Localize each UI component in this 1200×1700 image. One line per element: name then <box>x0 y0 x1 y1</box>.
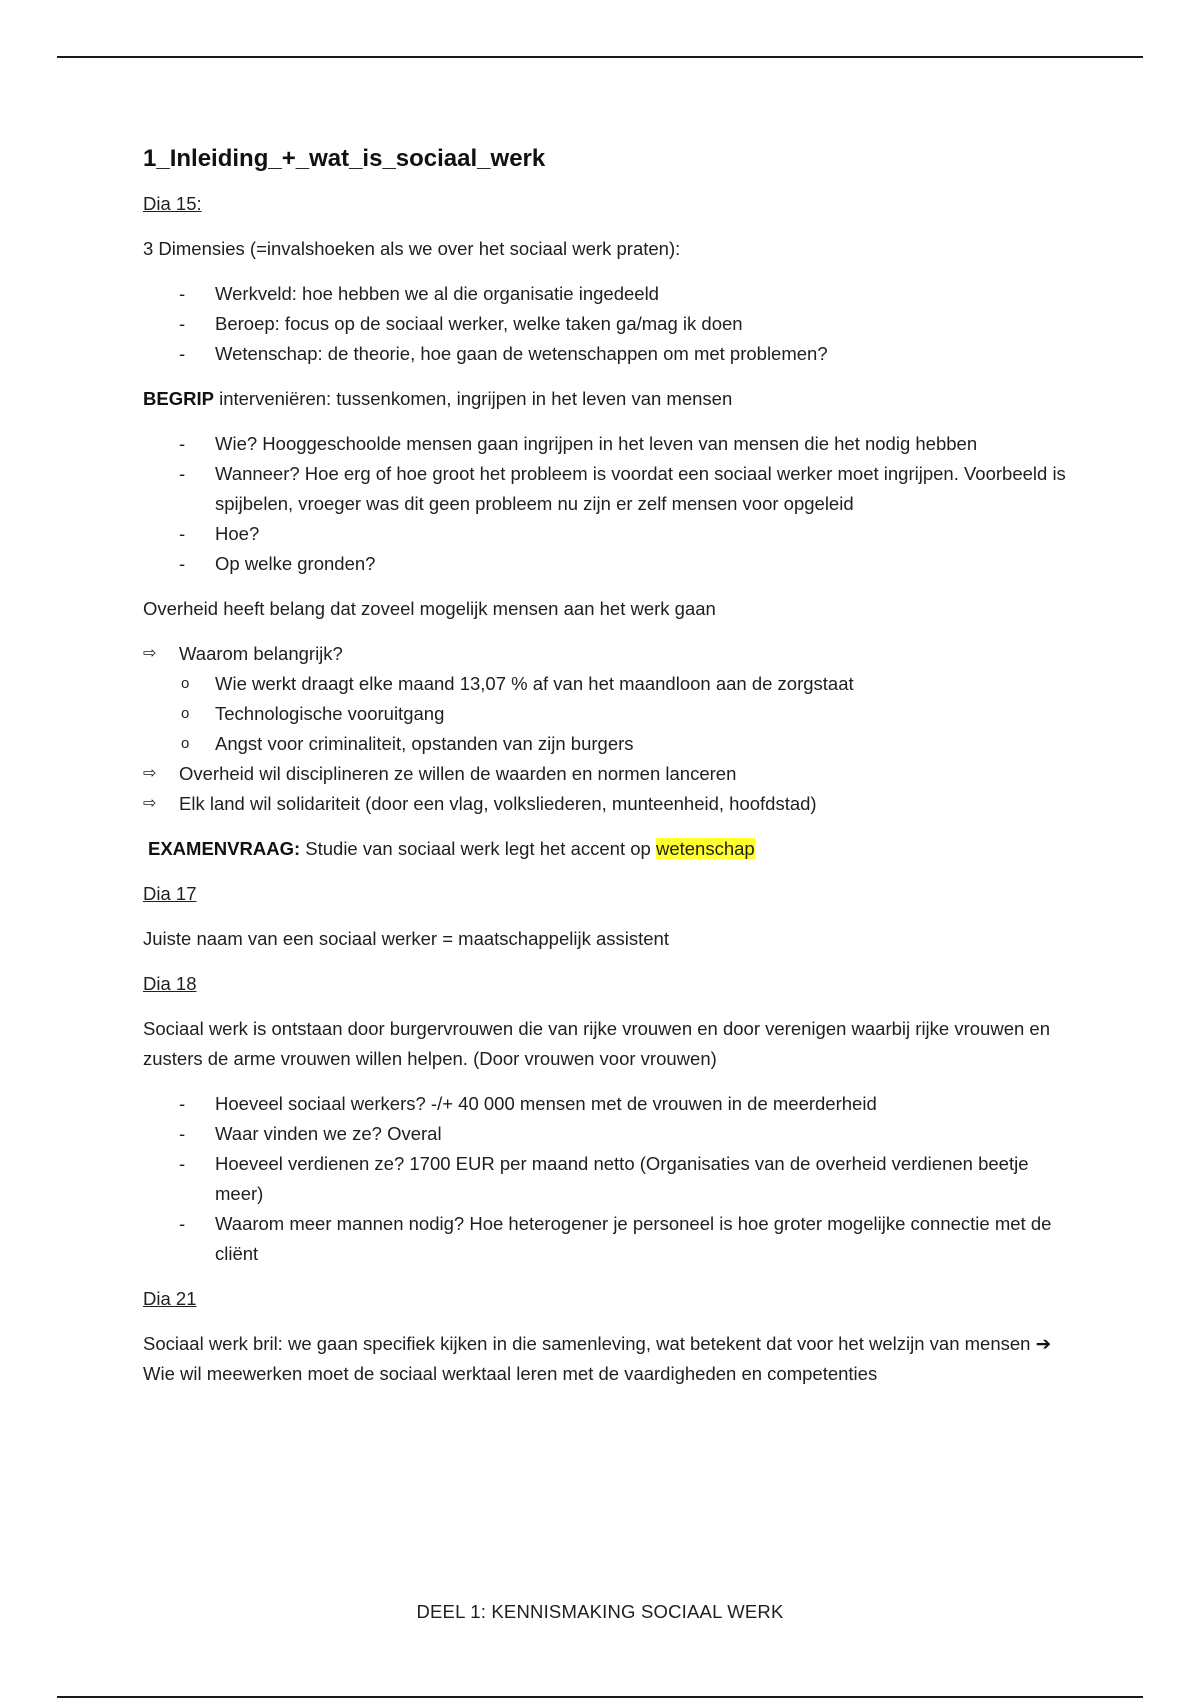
highlighted-term: wetenschap <box>655 838 755 859</box>
arrow-bullet-icon: ⇨ <box>143 795 157 812</box>
begrip-label: BEGRIP <box>143 388 214 409</box>
list-item: - Op welke gronden? <box>215 549 1078 579</box>
dash-bullet-icon: - <box>179 313 186 334</box>
list-item: - Wie? Hooggeschoolde mensen gaan ingrijpen in het leven van mensen die het nodig hebben <box>215 429 1078 459</box>
dash-bullet-icon: - <box>179 1123 186 1144</box>
page-footer: DEEL 1: KENNISMAKING SOCIAAL WERK <box>416 1601 784 1622</box>
list-item: - Wetenschap: de theorie, hoe gaan de wetenschappen om met problemen? <box>215 339 1078 369</box>
header-rule <box>57 56 1143 58</box>
examenvraag-paragraph: EXAMENVRAAG: Studie van sociaal werk legt het accent op wetenschap <box>148 838 755 859</box>
footer-rule <box>57 1696 1143 1698</box>
list-item: ⇨ Overheid wil disciplineren ze willen de waarden en normen lanceren <box>179 759 1078 789</box>
list-item: - Hoeveel verdienen ze? 1700 EUR per maand netto (Organisaties van de overheid verdienen beetje meer) <box>215 1149 1078 1209</box>
list-item: o Wie werkt draagt elke maand 13,07 % af van het maandloon aan de zorgstaat <box>215 669 1078 699</box>
dash-bullet-icon: - <box>179 523 186 544</box>
dash-bullet-icon: - <box>179 433 186 454</box>
list-item: o Technologische vooruitgang <box>215 699 1078 729</box>
questions-list <box>143 429 1078 579</box>
dia-15-heading: Dia 15: <box>143 193 202 214</box>
list-item: - Hoe? <box>215 519 1078 549</box>
right-arrow-icon: ➔ <box>1035 1333 1052 1354</box>
examenvraag-label: EXAMENVRAAG: <box>148 838 301 859</box>
arrow-bullet-icon: ⇨ <box>143 645 157 662</box>
list-item: - Waarom meer mannen nodig? Hoe heterogener je personeel is hoe groter mogelijke connectie met de cliënt <box>215 1209 1078 1269</box>
list-item: - Wanneer? Hoe erg of hoe groot het probleem is voordat een sociaal werker moet ingrijpen. Voorbeeld is spijbelen, vroeger was dit geen probleem nu zijn er zelf mensen voor opgeleid <box>215 459 1078 519</box>
dia-21-text: Sociaal werk bril: we gaan specifiek kijken in die samenleving, wat betekent dat voor het welzijn van mensen ➔ Wie wil meewerken moet de sociaal werktaal leren met de vaardigheden en competenties <box>143 1333 1052 1384</box>
circle-bullet-icon: o <box>181 735 190 752</box>
list-item: - Werkveld: hoe hebben we al die organisatie ingedeeld <box>215 279 1078 309</box>
list-item: o Angst voor criminaliteit, opstanden van zijn burgers <box>215 729 1078 759</box>
dash-bullet-icon: - <box>179 553 186 574</box>
dash-bullet-icon: - <box>179 1213 186 1234</box>
dia-18-heading: Dia 18 <box>143 973 197 994</box>
begrip-paragraph: BEGRIP interveniëren: tussenkomen, ingrijpen in het leven van mensen <box>143 388 733 409</box>
overheid-paragraph: Overheid heeft belang dat zoveel mogelijk mensen aan het werk gaan <box>143 598 716 619</box>
arrow-list <box>143 639 1078 819</box>
dash-bullet-icon: - <box>179 463 186 484</box>
list-item: ⇨ Waarom belangrijk? o Wie werkt draagt elke maand 13,07 % af van het maandloon aan de zorgstaat o Technologische vooruitgang o Angst voor criminaliteit, opstanden van zijn burgers <box>179 639 1078 759</box>
dash-bullet-icon: - <box>179 1153 186 1174</box>
dia-18-list <box>143 1089 1078 1269</box>
arrow-bullet-icon: ⇨ <box>143 765 157 782</box>
list-item: - Beroep: focus op de sociaal werker, welke taken ga/mag ik doen <box>215 309 1078 339</box>
document-body <box>143 143 1078 1404</box>
document-title: 1_Inleiding_+_wat_is_sociaal_werk <box>143 145 546 172</box>
dimensions-intro: 3 Dimensies (=invalshoeken als we over het sociaal werk praten): <box>143 238 681 259</box>
dash-bullet-icon: - <box>179 283 186 304</box>
dia-18-text: Sociaal werk is ontstaan door burgervrouwen die van rijke vrouwen en door verenigen waarbij rijke vrouwen en zusters de arme vrouwen willen helpen. (Door vrouwen voor vrouwen) <box>143 1018 1050 1069</box>
dash-bullet-icon: - <box>179 1093 186 1114</box>
circle-bullet-icon: o <box>181 705 190 722</box>
dimensions-list <box>143 279 1078 369</box>
list-item: - Waar vinden we ze? Overal <box>215 1119 1078 1149</box>
dia-21-heading: Dia 21 <box>143 1288 197 1309</box>
dia-17-heading: Dia 17 <box>143 883 197 904</box>
circle-bullet-icon: o <box>181 675 190 692</box>
dia-17-text: Juiste naam van een sociaal werker = maatschappelijk assistent <box>143 928 669 949</box>
list-item: ⇨ Elk land wil solidariteit (door een vlag, volksliederen, munteenheid, hoofdstad) <box>179 789 1078 819</box>
list-item: - Hoeveel sociaal werkers? -/+ 40 000 mensen met de vrouwen in de meerderheid <box>215 1089 1078 1119</box>
dash-bullet-icon: - <box>179 343 186 364</box>
sub-list <box>179 669 1078 759</box>
